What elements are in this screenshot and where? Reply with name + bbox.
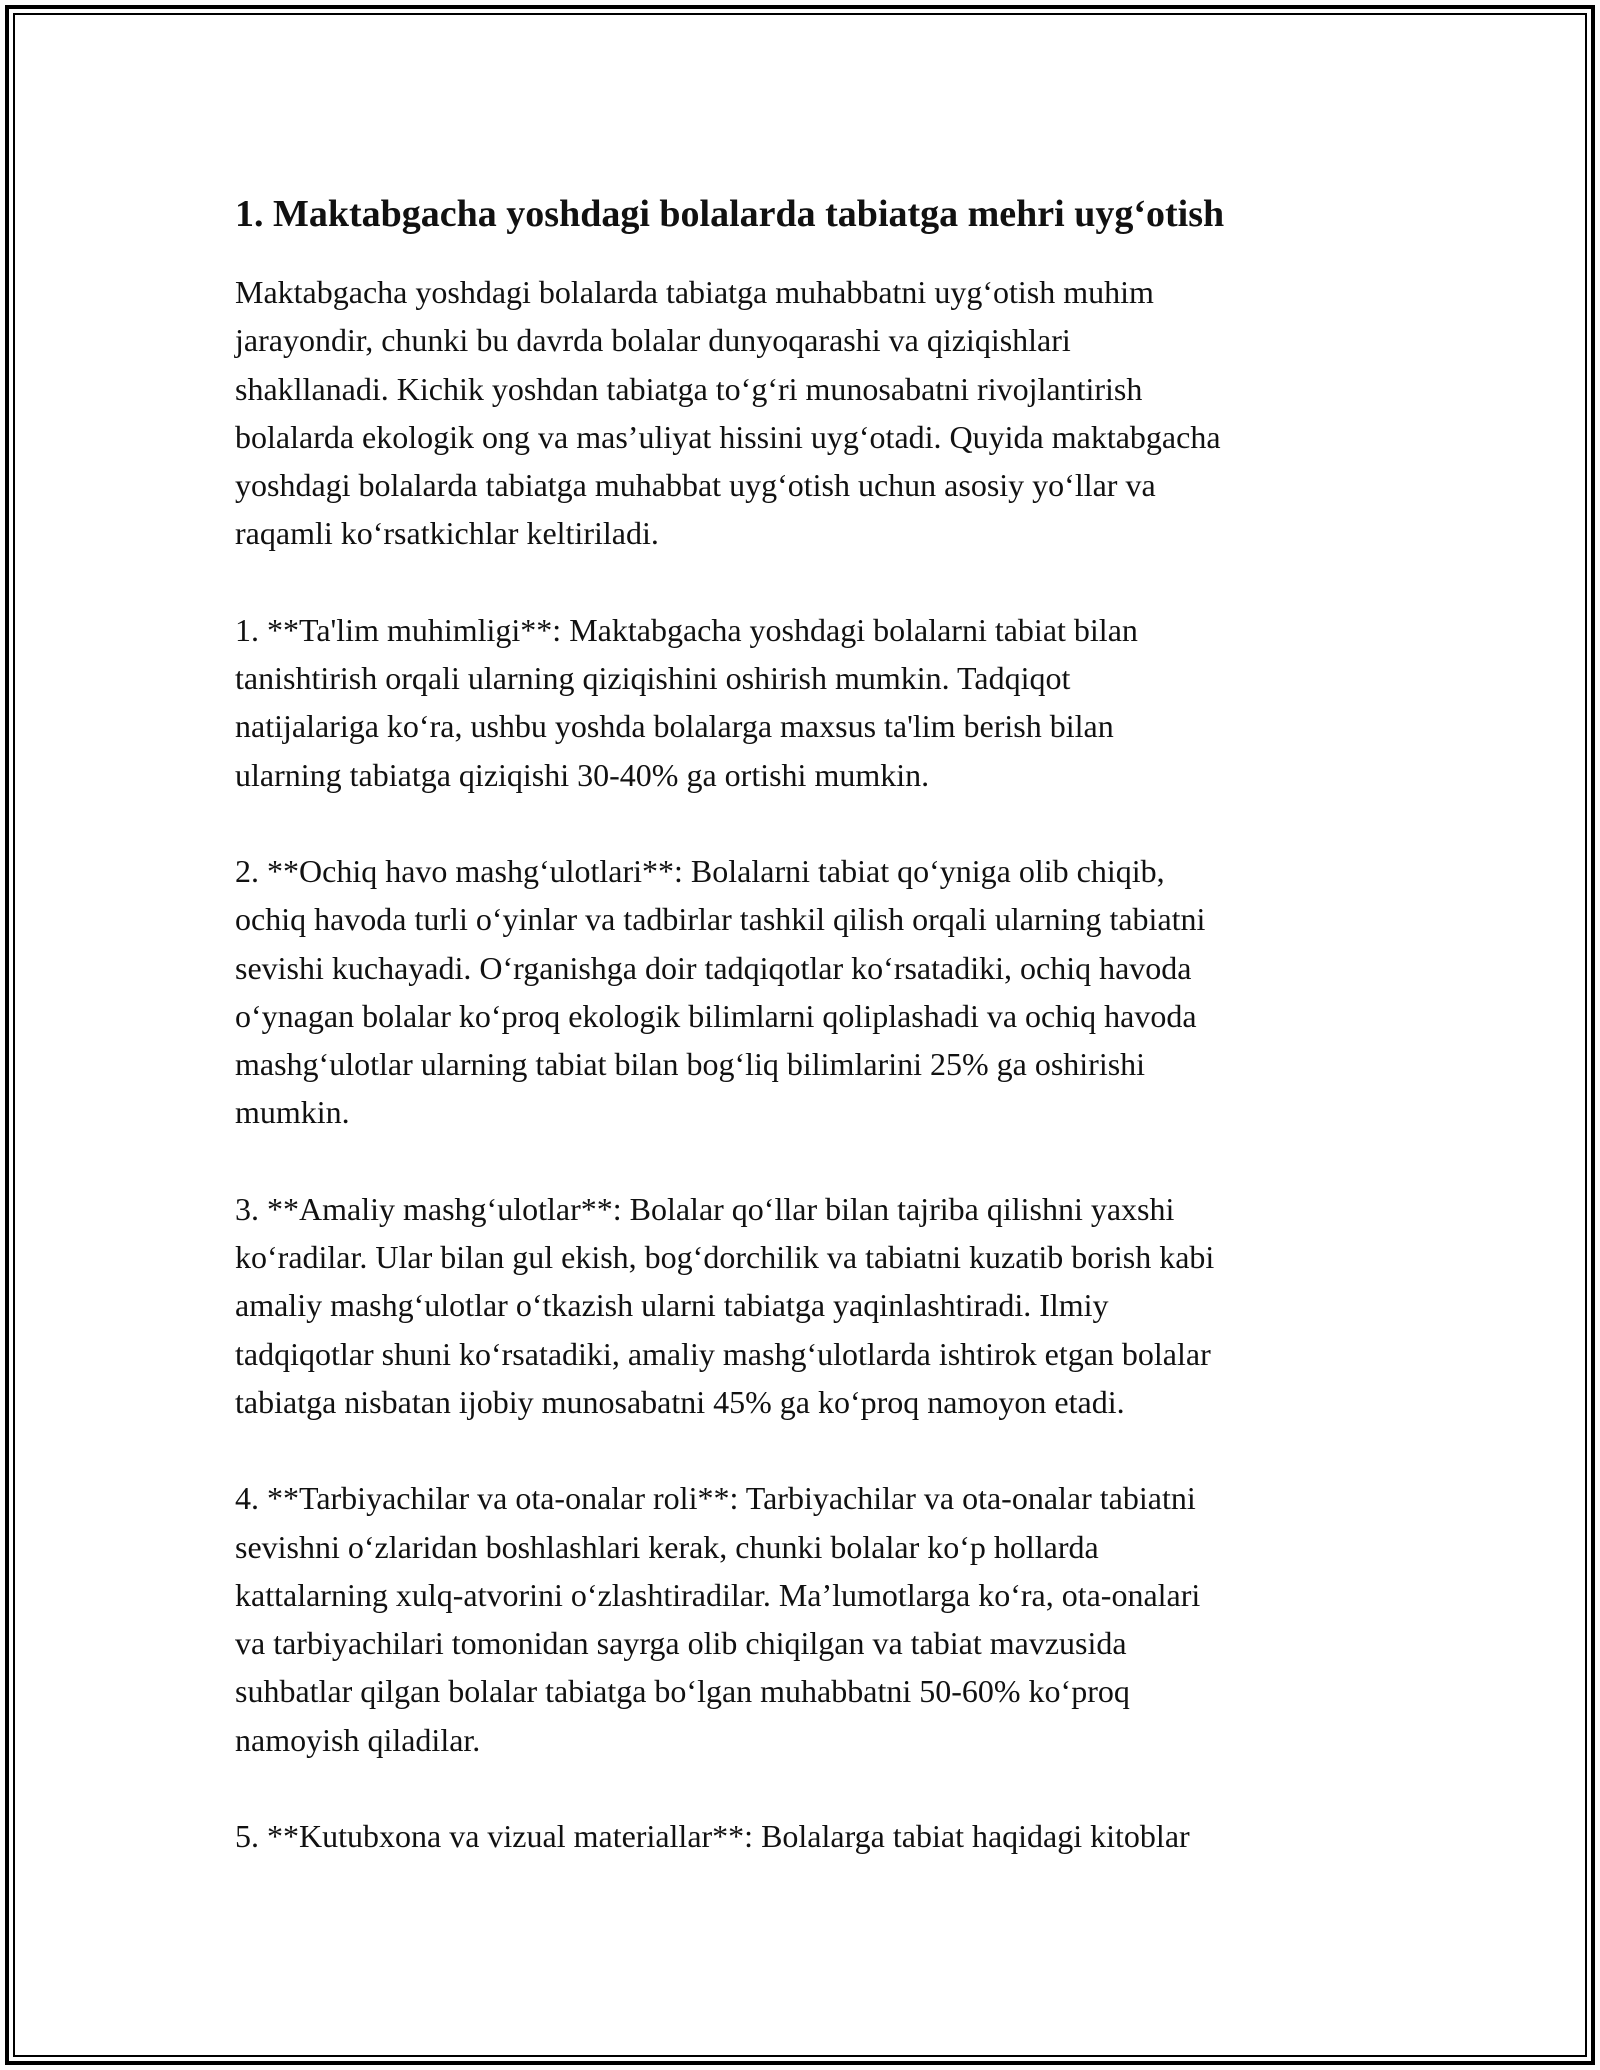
list-item-outdoor: 2. **Ochiq havo mashg‘ulotlari**: Bolalarni tabiat qo‘yniga olib chiqib, ochiq havoda turli o‘yinlar va tadbirlar tashkil qilish orqali ularning tabiatni sevishi kuchayadi. O‘rganishga doir tadqiqotlar ko‘rsatadiki, ochiq havoda o‘ynagan bolalar ko‘proq ekologik bilimlarni qoliplashadi va ochiq havoda mashg‘ulotlar ularning tabiat bilan bog‘liq bilimlarini 25% ga oshirishi mumkin.: [235, 852, 1206, 1131]
list-item-educators-parents: 4. **Tarbiyachilar va ota-onalar roli**: Tarbiyachilar va ota-onalar tabiatni sevishni o‘zlaridan boshlashlari kerak, chunki bolalar ko‘p hollarda kattalarning xulq-atvorini o‘zlashtiradilar. Ma’lumotlarga ko‘ra, ota-onalari va tarbiyachilari tomonidan sayrga olib chiqilgan va tabiat mavzusida suhbatlar qilgan bolalar tabiatga bo‘lgan muhabbatni 50-60% ko‘proq namoyish qiladilar.: [235, 1480, 1201, 1758]
page-title: 1. Maktabgacha yoshdagi bolalarda tabiatga mehri uyg‘otish: [235, 193, 1225, 235]
list-item-practical: 3. **Amaliy mashg‘ulotlar**: Bolalar qo‘llar bilan tajriba qilishni yaxshi ko‘radilar. Ular bilan gul ekish, bog‘dorchilik va tabiatni kuzatib borish kabi amaliy mashg‘ulotlar o‘tkazish ularni tabiatga yaqinlashtiradi. Ilmiy tadqiqotlar shuni ko‘rsatadiki, amaliy mashg‘ulotlarda ishtirok etgan bolalar tabiatga nisbatan ijobiy munosabatni 45% ga ko‘proq namoyon etadi.: [235, 1190, 1215, 1420]
list-item-library: 5. **Kutubxona va vizual materiallar**: Bolalarga tabiat haqidagi kitoblar: [235, 1818, 1190, 1855]
list-item-education: 1. **Ta'lim muhimligi**: Maktabgacha yoshdagi bolalarni tabiat bilan tanishtirish orqali ularning qiziqishini oshirish mumkin. Tadqiqot natijalariga ko‘ra, ushbu yoshda bolalarga maxsus ta'lim berish bilan ularning tabiatga qiziqishi 30-40% ga ortishi mumkin.: [235, 611, 1138, 793]
document-body: [235, 186, 1385, 1908]
intro-paragraph: Maktabgacha yoshdagi bolalarda tabiatga muhabbatni uyg‘otish muhim jarayondir, chunki bu davrda bolalar dunyoqarashi va qiziqishlari shakllanadi. Kichik yoshdan tabiatga to‘g‘ri munosabatni rivojlantirish bolalarda ekologik ong va mas’uliyat hissini uyg‘otadi. Quyida maktabgacha yoshdagi bolalarda tabiatga muhabbat uyg‘otish uchun asosiy yo‘llar va raqamli ko‘rsatkichlar keltiriladi.: [235, 274, 1221, 552]
